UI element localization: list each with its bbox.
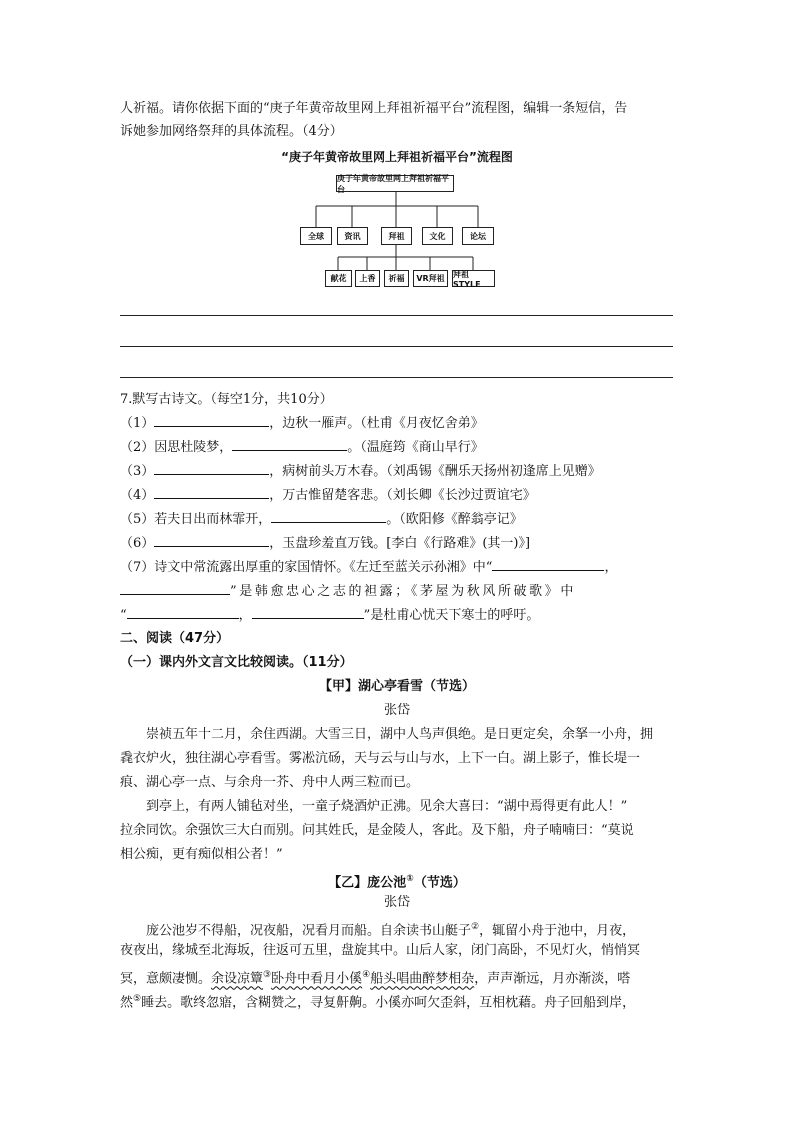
flowchart-node-xianhua: 献花 <box>325 270 352 287</box>
passage-b-line-4-b: 睡去。歌终忽寤，含糊赞之，寻复鼾齁。小傒亦呵欠歪斜，互相枕藉。舟子回船到岸， <box>141 995 636 1011</box>
blank-8[interactable] <box>120 580 230 595</box>
q7-item-3 <box>120 460 601 483</box>
passage-b-line-1-a: 庞公池岁不得船，况夜船，况看月而船。自余读书山艇子 <box>146 923 472 939</box>
passage-a-author: 张岱 <box>383 703 410 718</box>
blank-6[interactable] <box>154 532 269 547</box>
passage-a-p2-line-2: 拉余同饮。余强饮三大白而别。问其姓氏，是金陵人，客此。及下船，舟子喃喃曰：“莫说 <box>120 823 634 838</box>
q7-item-5-pre: 若夫日出而林霏开， <box>154 512 272 527</box>
flowchart-node-quanqiu: 全球 <box>300 227 332 245</box>
footnote-4-mark: ④ <box>362 970 371 980</box>
flowchart-node-wenhua: 文化 <box>422 227 453 245</box>
flowchart-node-baizu-style: 拜祖STYLE <box>452 270 495 287</box>
q7-item-5 <box>120 508 523 531</box>
blank-3[interactable] <box>154 460 269 475</box>
passage-b-author: 张岱 <box>383 895 410 910</box>
q7-item-3-num: （3） <box>120 464 155 479</box>
q7-heading: 7.默写古诗文。（每空1分，共10分） <box>120 392 333 407</box>
passage-a-p1-line-2: 毳衣炉火，独往湖心亭看雪。雾凇沆砀，天与云与山与水，上下一白。湖上影子，惟长堤一 <box>120 751 641 766</box>
passage-a-p2-line-3: 相公痴，更有痴似相公者！” <box>120 847 283 862</box>
passage-b-title <box>0 868 794 894</box>
flowchart-node-vr-baizu: VR拜祖 <box>413 270 448 287</box>
q7-item-4 <box>120 484 536 507</box>
q7-item-1-text: ，边秋一雁声。（杜甫《月夜忆舍弟》 <box>269 416 484 431</box>
passage-a-p1-line-3: 痕、湖心亭一点、与余舟一芥、舟中人两三粒而已。 <box>120 775 420 790</box>
blank-2[interactable] <box>232 436 347 451</box>
q7-item-2-post: 。（温庭筠《商山早行》 <box>347 440 484 455</box>
blank-7[interactable] <box>492 556 604 571</box>
passage-b-title-main: 【乙】庞公池 <box>328 875 407 891</box>
passage-a-p2-line-1: 到亭上，有两人铺毡对坐，一童子烧酒炉正沸。见余大喜曰：“湖中焉得更有此人！” <box>146 799 628 814</box>
q7-item-6 <box>120 532 530 555</box>
passage-b-line-3-a: 冥，意颇凄恻。 <box>120 971 212 987</box>
q7-item-3-text: ，病树前头万木春。（刘禹锡《酬乐天扬州初逢席上见赠》 <box>269 464 601 479</box>
blank-9[interactable] <box>127 604 239 619</box>
q7-item-4-num: （4） <box>120 488 155 503</box>
passage-b-title-suffix: （节选） <box>413 875 466 891</box>
passage-b-line-4-a: 然 <box>120 995 134 1011</box>
passage-b-line-2: 夜夜出，缘城至北海坂，往返可五里，盘旋其中。山后人家，闭门高卧，不见灯火，悄悄冥 <box>120 943 641 958</box>
flowchart-connectors <box>0 0 794 300</box>
footnote-2-mark: ② <box>471 922 480 932</box>
flowchart-title: “庚子年黄帝故里网上拜祖祈福平台”流程图 <box>281 150 513 164</box>
passage-b-line-3 <box>120 964 630 990</box>
q7-item-7-line-2 <box>120 580 576 603</box>
blank-4[interactable] <box>154 484 269 499</box>
passage-b-note-mark: ① <box>406 874 414 884</box>
q6-line-1: 人祈福。请你依据下面的“庚子年黄帝故里网上拜祖祈福平台”流程图，编辑一条短信，告 <box>120 101 628 116</box>
q7-item-6-num: （6） <box>120 536 155 551</box>
passage-b-line-4 <box>120 988 635 1014</box>
q7-item-7-num: （7） <box>120 560 155 575</box>
footnote-3-mark: ③ <box>263 970 272 980</box>
q7-item-7-comma-1: ， <box>604 560 618 575</box>
flowchart-root-box: 庚子年黄帝故里网上拜祖祈福平台 <box>336 175 454 192</box>
q7-item-7-text-b: ”是韩愈忠心之志的袒露；《茅屋为秋风所破歌》中 <box>230 584 576 599</box>
q7-item-7-line-1 <box>120 556 617 579</box>
flowchart-node-shangxiang: 上香 <box>355 270 380 287</box>
blank-1[interactable] <box>154 412 269 427</box>
underlined-phrase-3: 船头唱曲醉梦相杂 <box>370 971 475 987</box>
q7-item-7-text-c: ”是杜甫心忧天下寒士的呼吁。 <box>363 608 540 623</box>
flowchart-node-zixun: 资讯 <box>337 227 368 245</box>
q7-item-7-quote-open: “ <box>120 608 127 623</box>
blank-5[interactable] <box>271 508 386 523</box>
q7-item-2-pre: 因思杜陵梦， <box>154 440 233 455</box>
passage-a-p1-line-1: 崇祯五年十二月，余住西湖。大雪三日，湖中人鸟声俱绝。是日更定矣，余拏一小舟，拥 <box>146 727 654 742</box>
answer-line-3 <box>120 377 673 378</box>
passage-a-title: 【甲】湖心亭看雪（节选） <box>318 679 475 694</box>
passage-b-line-1-b: ，辄留小舟于池中，月夜， <box>479 923 636 939</box>
flowchart-node-luntan: 论坛 <box>462 227 494 245</box>
q7-item-2-num: （2） <box>120 440 155 455</box>
flowchart-node-baizu: 拜祖 <box>381 227 412 245</box>
q7-item-5-num: （5） <box>120 512 155 527</box>
q7-item-2 <box>120 436 484 459</box>
q7-item-6-text: ，玉盘珍羞直万钱。[李白《行路难》(其一)》] <box>269 536 531 551</box>
q7-item-1 <box>120 412 484 435</box>
q7-item-7-line-3 <box>120 604 539 627</box>
passage-b-line-1 <box>146 916 635 942</box>
part2-heading: 二、阅读（47分） <box>120 631 230 646</box>
q6-line-2: 诉她参加网络祭拜的具体流程。（4分） <box>120 124 343 139</box>
q7-item-5-post: 。（欧阳修《醉翁亭记》 <box>386 512 523 527</box>
underlined-phrase-1: 余设凉簟 <box>211 971 264 987</box>
underlined-phrase-2: 卧舟中看月小傒 <box>271 971 363 987</box>
q7-item-4-text: ，万古惟留楚客悲。（刘长卿《长沙过贾谊宅》 <box>269 488 536 503</box>
q7-item-1-num: （1） <box>120 416 155 431</box>
flowchart-node-qifu: 祈福 <box>384 270 409 287</box>
footnote-5-mark: ⑤ <box>133 994 142 1004</box>
answer-line-2 <box>120 346 673 347</box>
q7-item-7-text-a: 诗文中常流露出厚重的家国情怀。《左迁至蓝关示孙湘》中“ <box>154 560 493 575</box>
part2-sub1: （一）课内外文言文比较阅读。（11分） <box>120 655 353 670</box>
answer-line-1 <box>120 315 673 316</box>
blank-10[interactable] <box>252 604 364 619</box>
passage-b-line-3-b: ，声声渐远，月亦渐淡，嗒 <box>474 971 631 987</box>
q7-item-7-comma-2: ， <box>238 608 252 623</box>
